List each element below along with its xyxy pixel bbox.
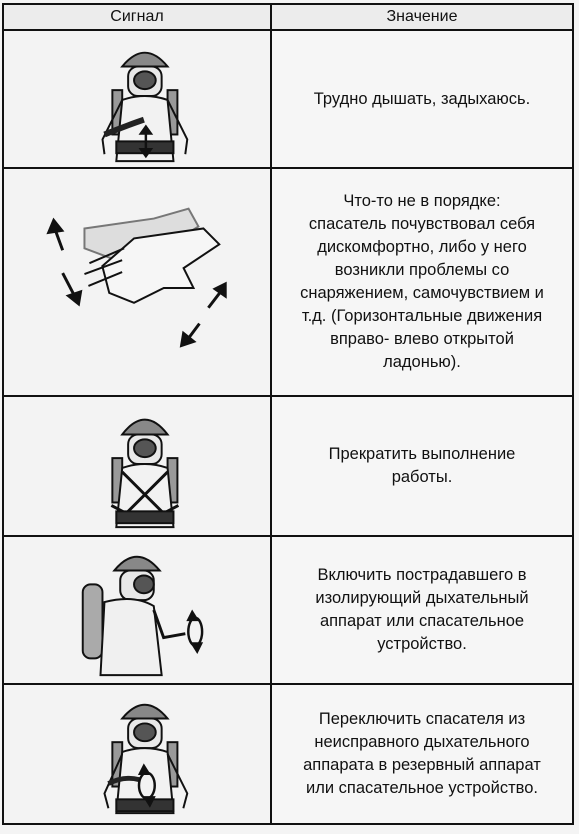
signal-meaning-text: Включить пострадавшего в изолирующий дыхательный аппарат или спасательное устройство.	[315, 566, 529, 653]
signal-picture-cell	[3, 536, 271, 684]
signal-picture-cell	[3, 684, 271, 824]
signal-picture-cell	[3, 30, 271, 168]
open-palm-waving-left-right-icon	[4, 169, 270, 395]
signal-meaning-cell	[271, 396, 573, 536]
rescuer-crossed-arms-icon	[4, 397, 270, 535]
table-header-row	[3, 4, 573, 30]
signal-meaning-cell	[271, 30, 573, 168]
signal-meaning-text: Что-то не в порядке: спасатель почувствовал себя дискомфортно, либо у него возникли проблемы со снаряжением, самочувствием и т.д. (Горизонтальные движения вправо- влево открытой ладонью).	[300, 192, 544, 371]
table-row	[3, 396, 573, 536]
signal-meaning-cell	[271, 684, 573, 824]
signal-meaning-cell	[271, 536, 573, 684]
table-row	[3, 168, 573, 396]
signal-meaning-text: Прекратить выполнение работы.	[328, 445, 516, 486]
column-header-signal: Сигнал	[3, 4, 271, 30]
signal-picture-cell	[3, 396, 271, 536]
signal-meaning-text: Трудно дышать, задыхаюсь.	[313, 89, 531, 108]
signal-picture-cell	[3, 168, 271, 396]
table-row	[3, 30, 573, 168]
table-row	[3, 684, 573, 824]
signals-table	[2, 3, 574, 825]
rescuer-hand-on-chest-breathing-icon	[4, 31, 270, 167]
column-header-meaning: Значение	[271, 4, 573, 30]
signal-meaning-cell	[271, 168, 573, 396]
table-row	[3, 536, 573, 684]
rescuer-side-rotating-hand-icon	[4, 537, 270, 683]
signal-meaning-text: Переключить спасателя из неисправного дыхательного аппарата в резервный аппарат или спасательное устройство.	[303, 710, 541, 797]
rescuer-hand-rotating-at-chest-icon	[4, 685, 270, 823]
